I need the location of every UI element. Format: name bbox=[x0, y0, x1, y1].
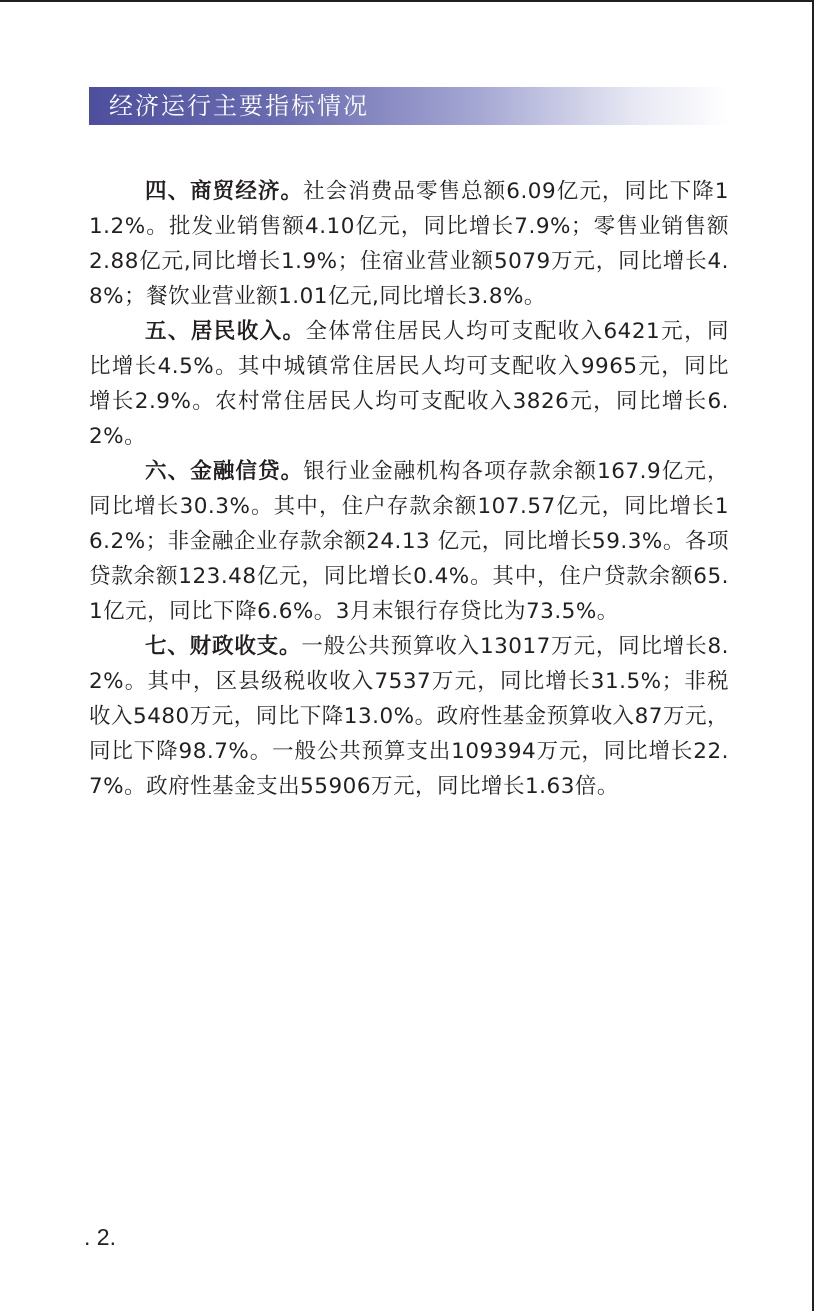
paragraph-finance bbox=[89, 454, 729, 629]
paragraph-income bbox=[89, 314, 729, 454]
page-frame-top bbox=[0, 0, 812, 2]
document-body bbox=[89, 174, 729, 804]
paragraph-text: 社会消费品零售总额6.09亿元，同比下降11.2%。批发业销售额4.10亿元，同比增长7.9%；零售业销售额2.88亿元,同比增长1.9%；住宿业营业额5079万元，同比增长4.8%；餐饮业营业额1.01亿元,同比增长3.8%。 bbox=[89, 179, 729, 309]
paragraph-fiscal bbox=[89, 629, 729, 804]
section-title: 经济运行主要指标情况 bbox=[109, 92, 369, 120]
paragraph-text: 一般公共预算收入13017万元，同比增长8.2%。其中，区县级税收收入7537万元，同比增长31.5%；非税收入5480万元，同比下降13.0%。政府性基金预算收入87万元，同比下降98.7%。一般公共预算支出109394万元，同比增长22.7%。政府性基金支出55906万元，同比增长1.63倍。 bbox=[89, 634, 729, 799]
paragraph-heading: 六、金融信贷。 bbox=[145, 459, 304, 484]
section-header-band bbox=[89, 87, 729, 125]
paragraph-text: 银行业金融机构各项存款余额167.9亿元，同比增长30.3%。其中，住户存款余额107.57亿元，同比增长16.2%；非金融企业存款余额24.13 亿元，同比增长59.3%。各项贷款余额123.48亿元，同比增长0.4%。其中，住户贷款余额65.1亿元，同比下降6.6%。3月末银行存贷比为73.5%。 bbox=[89, 459, 729, 624]
page-number: . 2. bbox=[84, 1224, 116, 1250]
paragraph-heading: 七、财政收支。 bbox=[145, 634, 302, 659]
paragraph-commerce bbox=[89, 174, 729, 314]
paragraph-text: 全体常住居民人均可支配收入6421元，同比增长4.5%。其中城镇常住居民人均可支配收入9965元，同比增长2.9%。农村常住居民人均可支配收入3826元，同比增长6.2%。 bbox=[89, 319, 729, 449]
paragraph-heading: 五、居民收入。 bbox=[145, 319, 306, 344]
paragraph-heading: 四、商贸经济。 bbox=[145, 179, 304, 204]
